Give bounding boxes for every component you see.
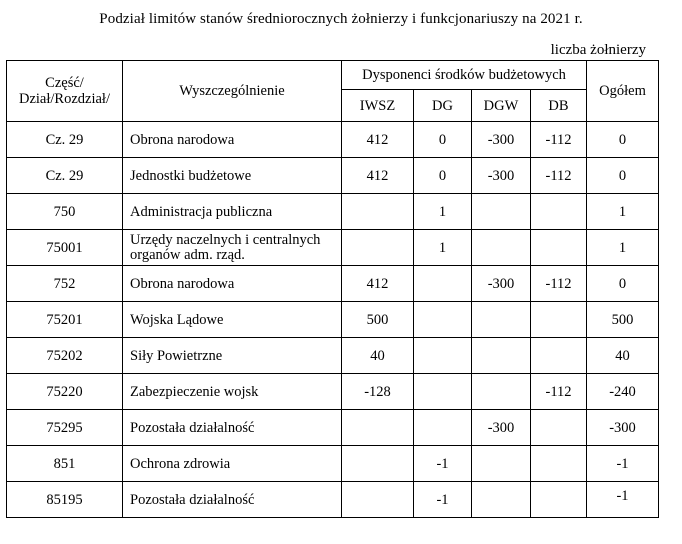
cell-iwsz: 412 xyxy=(342,122,414,158)
header-code-line-2: Dział/Rozdział/ xyxy=(19,91,110,107)
cell-dgw xyxy=(472,302,531,338)
cell-iwsz: 40 xyxy=(342,338,414,374)
cell-dg xyxy=(414,374,472,410)
cell-db xyxy=(531,302,587,338)
cell-total: 0 xyxy=(587,122,659,158)
header-iwsz: IWSZ xyxy=(342,90,414,122)
cell-name xyxy=(123,230,342,266)
cell-dg: -1 xyxy=(414,482,472,518)
cell-dgw: -300 xyxy=(472,410,531,446)
cell-name: Pozostała działalność xyxy=(123,410,342,446)
unit-note: liczba żołnierzy xyxy=(550,42,646,58)
limits-table xyxy=(6,60,659,518)
cell-dgw xyxy=(472,338,531,374)
cell-dg: 1 xyxy=(414,194,472,230)
table-header xyxy=(7,61,659,122)
header-dg: DG xyxy=(414,90,472,122)
cell-db xyxy=(531,410,587,446)
cell-dg: 0 xyxy=(414,122,472,158)
cell-db xyxy=(531,338,587,374)
cell-code: 75202 xyxy=(7,338,123,374)
cell-name-line-2: organów adm. rząd. xyxy=(130,246,245,263)
table-row xyxy=(7,338,659,374)
cell-code: Cz. 29 xyxy=(7,158,123,194)
cell-name: Zabezpieczenie wojsk xyxy=(123,374,342,410)
header-group: Dysponenci środków budżetowych xyxy=(342,61,587,90)
cell-db xyxy=(531,482,587,518)
cell-db: -112 xyxy=(531,122,587,158)
header-code-line-1: Część/ xyxy=(45,75,84,91)
cell-total: -1 xyxy=(587,446,659,482)
table-row xyxy=(7,122,659,158)
table-row xyxy=(7,194,659,230)
cell-code: 85195 xyxy=(7,482,123,518)
cell-iwsz: 412 xyxy=(342,158,414,194)
cell-dgw: -300 xyxy=(472,158,531,194)
cell-dgw: -300 xyxy=(472,122,531,158)
cell-total: 0 xyxy=(587,158,659,194)
cell-iwsz xyxy=(342,410,414,446)
cell-dgw xyxy=(472,194,531,230)
cell-dg xyxy=(414,302,472,338)
cell-dgw xyxy=(472,230,531,266)
cell-dgw xyxy=(472,374,531,410)
table-body xyxy=(7,122,659,518)
cell-code: 750 xyxy=(7,194,123,230)
cell-name: Wojska Lądowe xyxy=(123,302,342,338)
table-row xyxy=(7,266,659,302)
cell-db xyxy=(531,446,587,482)
cell-dgw: -300 xyxy=(472,266,531,302)
cell-dg xyxy=(414,266,472,302)
cell-dg: -1 xyxy=(414,446,472,482)
cell-db xyxy=(531,230,587,266)
cell-dg: 0 xyxy=(414,158,472,194)
cell-iwsz: -128 xyxy=(342,374,414,410)
cell-total: 1 xyxy=(587,194,659,230)
cell-name: Pozostała działalność xyxy=(123,482,342,518)
table-row xyxy=(7,158,659,194)
cell-dg: 1 xyxy=(414,230,472,266)
cell-code: 752 xyxy=(7,266,123,302)
cell-name: Obrona narodowa xyxy=(123,122,342,158)
cell-iwsz xyxy=(342,446,414,482)
cell-dgw xyxy=(472,446,531,482)
header-db: DB xyxy=(531,90,587,122)
cell-name: Jednostki budżetowe xyxy=(123,158,342,194)
cell-dg xyxy=(414,410,472,446)
cell-code: 75220 xyxy=(7,374,123,410)
cell-total: -1 xyxy=(587,482,659,518)
cell-name: Ochrona zdrowia xyxy=(123,446,342,482)
cell-iwsz xyxy=(342,230,414,266)
header-code xyxy=(7,61,123,122)
cell-db xyxy=(531,194,587,230)
cell-name: Obrona narodowa xyxy=(123,266,342,302)
table-row xyxy=(7,230,659,266)
table-row xyxy=(7,446,659,482)
cell-db: -112 xyxy=(531,266,587,302)
header-row-top xyxy=(7,61,659,90)
table-row xyxy=(7,302,659,338)
cell-code: Cz. 29 xyxy=(7,122,123,158)
cell-total: 1 xyxy=(587,230,659,266)
cell-iwsz: 500 xyxy=(342,302,414,338)
cell-total: 40 xyxy=(587,338,659,374)
table-row xyxy=(7,374,659,410)
table-row xyxy=(7,410,659,446)
cell-iwsz xyxy=(342,482,414,518)
cell-code: 75001 xyxy=(7,230,123,266)
cell-iwsz: 412 xyxy=(342,266,414,302)
cell-total: -300 xyxy=(587,410,659,446)
cell-name: Administracja publiczna xyxy=(123,194,342,230)
cell-db: -112 xyxy=(531,374,587,410)
cell-total: 500 xyxy=(587,302,659,338)
header-name: Wyszczególnienie xyxy=(123,61,342,122)
cell-total: -240 xyxy=(587,374,659,410)
cell-name-line-1: Urzędy naczelnych i centralnych xyxy=(130,231,321,248)
cell-db: -112 xyxy=(531,158,587,194)
table-row xyxy=(7,482,659,518)
cell-code: 75295 xyxy=(7,410,123,446)
header-dgw: DGW xyxy=(472,90,531,122)
cell-code: 851 xyxy=(7,446,123,482)
cell-dg xyxy=(414,338,472,374)
cell-dgw xyxy=(472,482,531,518)
document-title: Podział limitów stanów średniorocznych żołnierzy i funkcjonariuszy na 2021 r. xyxy=(99,11,583,27)
cell-total: 0 xyxy=(587,266,659,302)
header-total: Ogółem xyxy=(587,61,659,122)
cell-iwsz xyxy=(342,194,414,230)
cell-code: 75201 xyxy=(7,302,123,338)
cell-name: Siły Powietrzne xyxy=(123,338,342,374)
